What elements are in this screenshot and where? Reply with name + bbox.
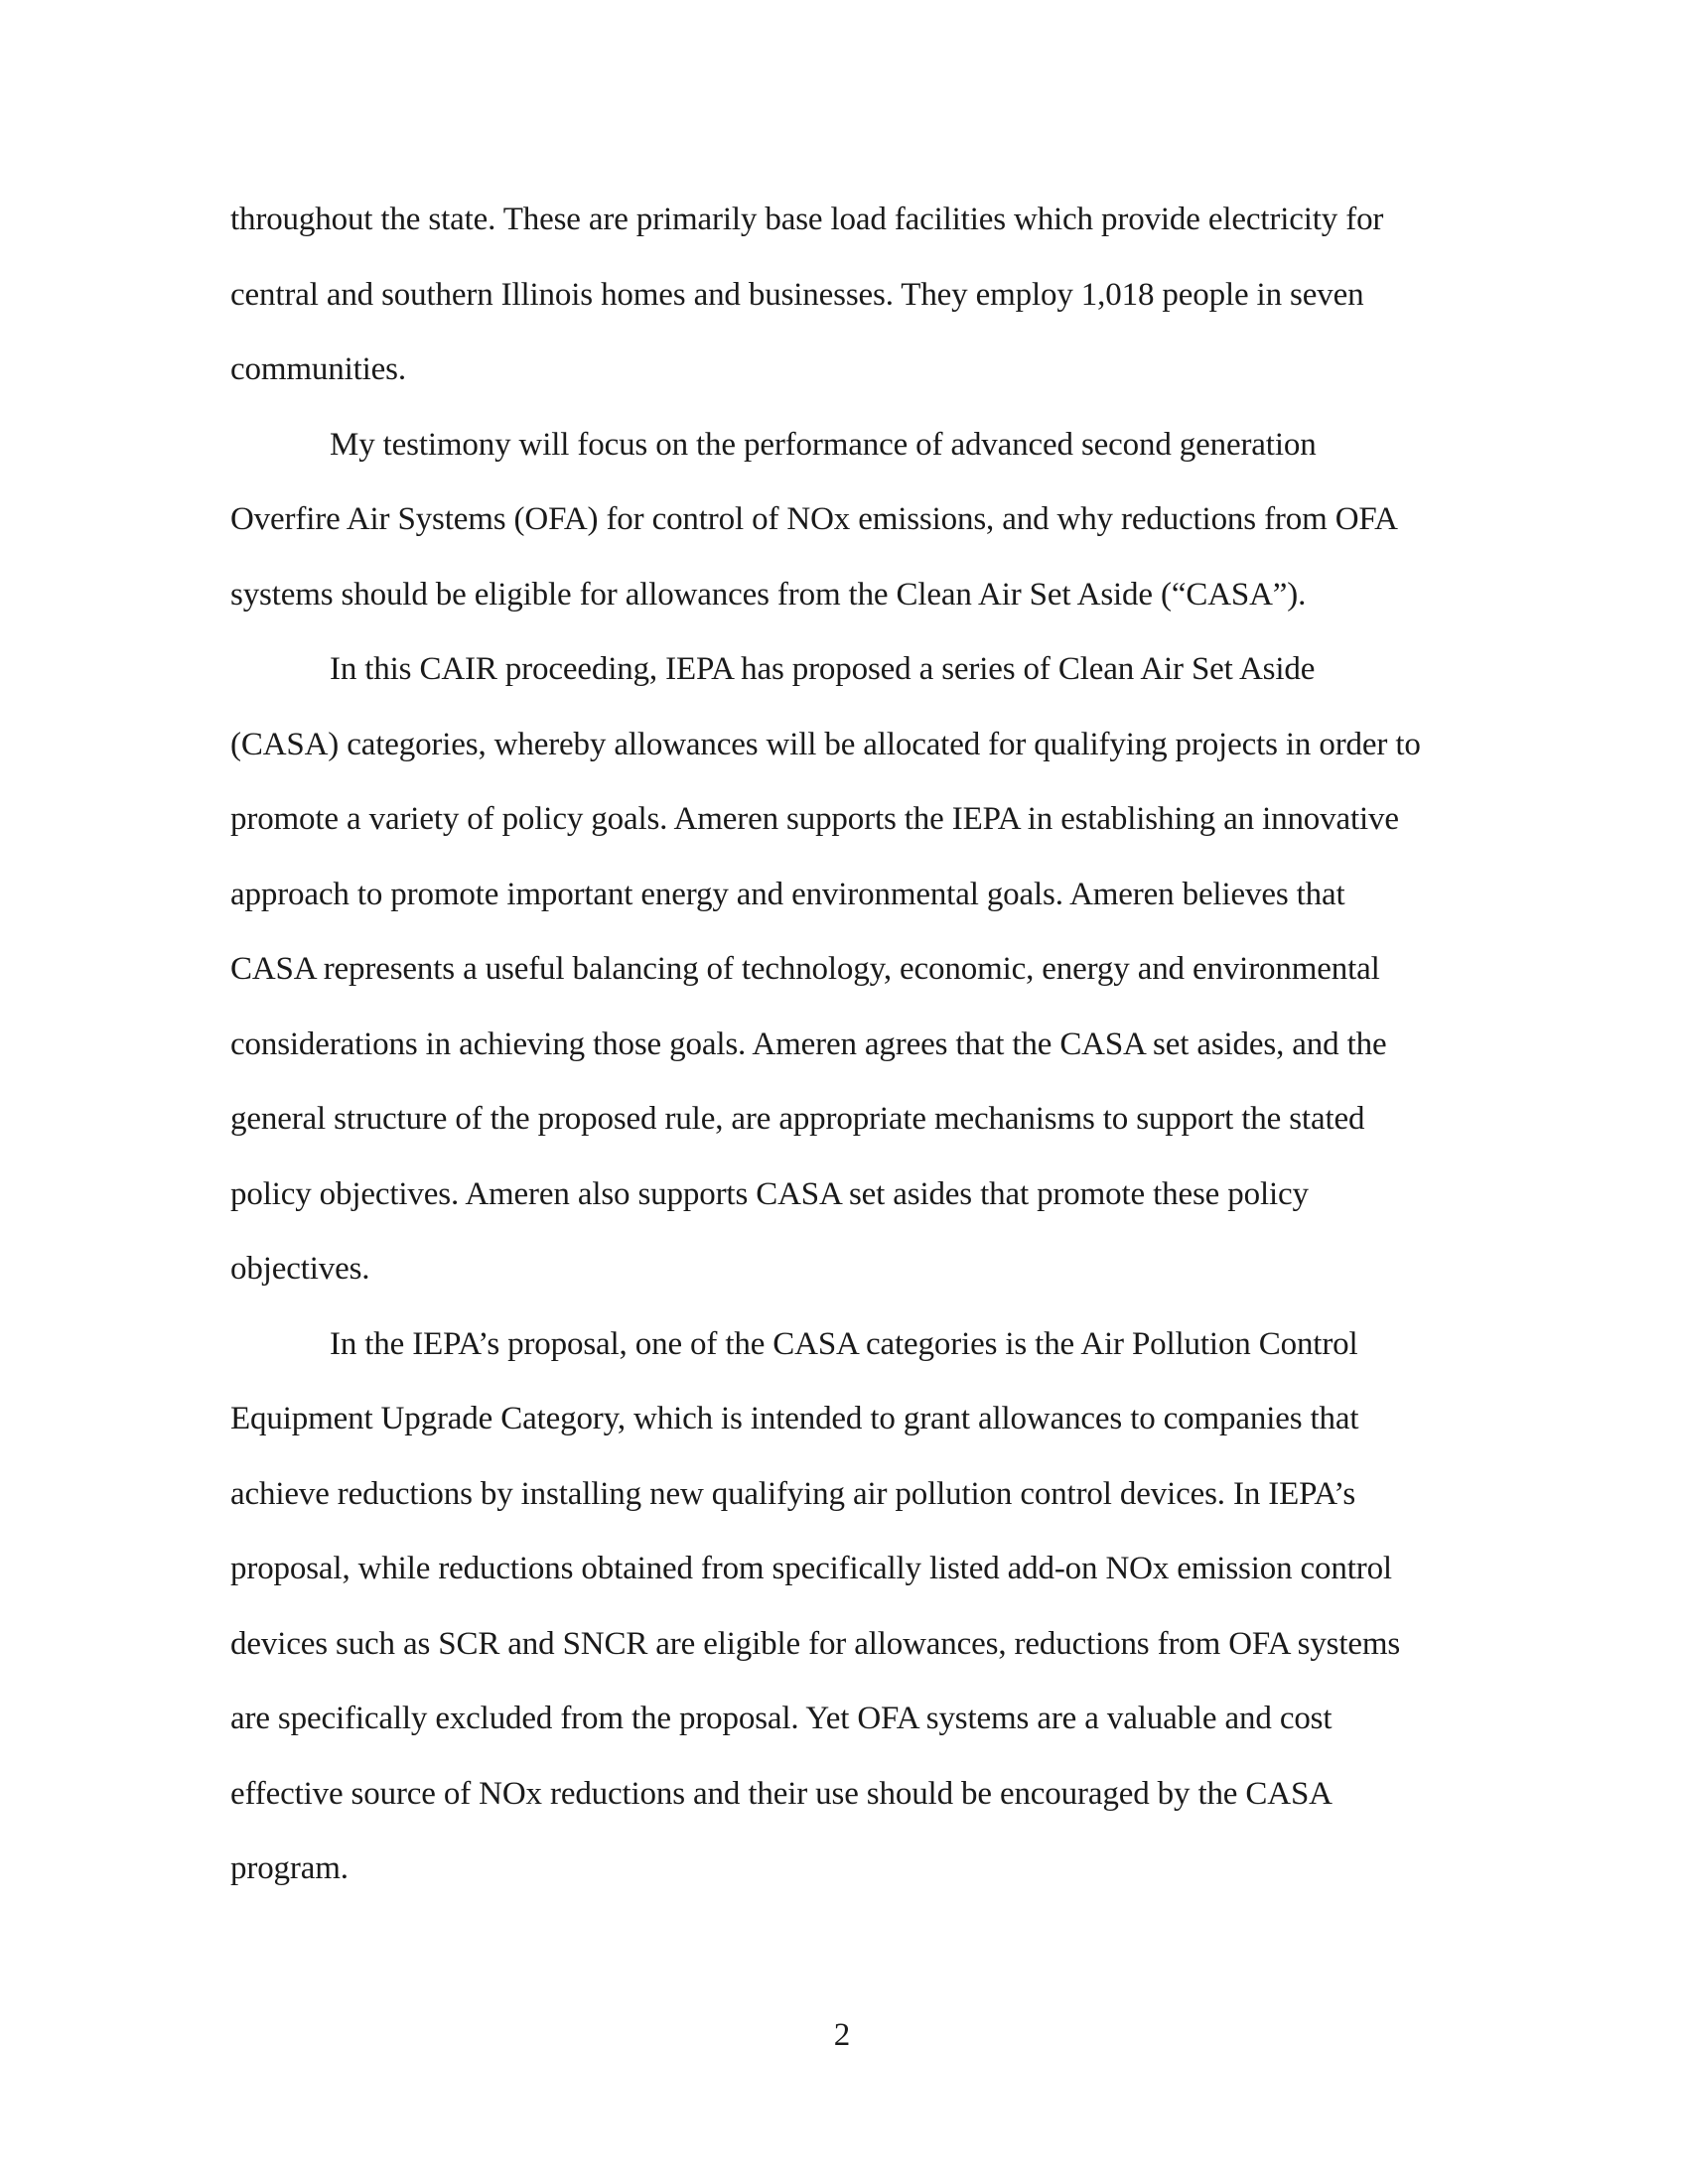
paragraph-3: In this CAIR proceeding, IEPA has proposed a series of Clean Air Set Aside (CASA) categories, whereby allowances will be allocated for qualifying projects in order to promote a variety of policy goals. Ameren supports the IEPA in establishing an innovative approach to promote important energy and environmental goals. Ameren believes that CASA represents a useful balancing of technology, economic, energy and environmental considerations in achieving those goals. Ameren agrees that the CASA set asides, and the general structure of the proposed rule, are appropriate mechanisms to support the stated policy objectives. Ameren also supports CASA set asides that promote these policy objectives. xyxy=(230,651,1421,1287)
paragraph-2: My testimony will focus on the performance of advanced second generation Overfire Air Systems (OFA) for control of NOx emissions, and why reductions from OFA systems should be eligible for allowances from the Clean Air Set Aside (“CASA”). xyxy=(230,426,1397,613)
paragraph-4: In the IEPA’s proposal, one of the CASA categories is the Air Pollution Control Equipment Upgrade Category, which is intended to grant allowances to companies that achieve reductions by installing new qualifying air pollution control devices. In IEPA’s proposal, while reductions obtained from specifically listed add-on NOx emission control devices such as SCR and SNCR are eligible for allowances, reductions from OFA systems are specifically excluded from the proposal. Yet OFA systems are a valuable and cost effective source of NOx reductions and their use should be encouraged by the CASA program. xyxy=(230,1325,1401,1886)
page-number: 2 xyxy=(833,2017,851,2053)
body-text xyxy=(230,183,1422,1907)
paragraph-1: throughout the state. These are primarily base load facilities which provide electricity for central and southern Illinois homes and businesses. They employ 1,018 people in seven communities. xyxy=(230,202,1384,387)
